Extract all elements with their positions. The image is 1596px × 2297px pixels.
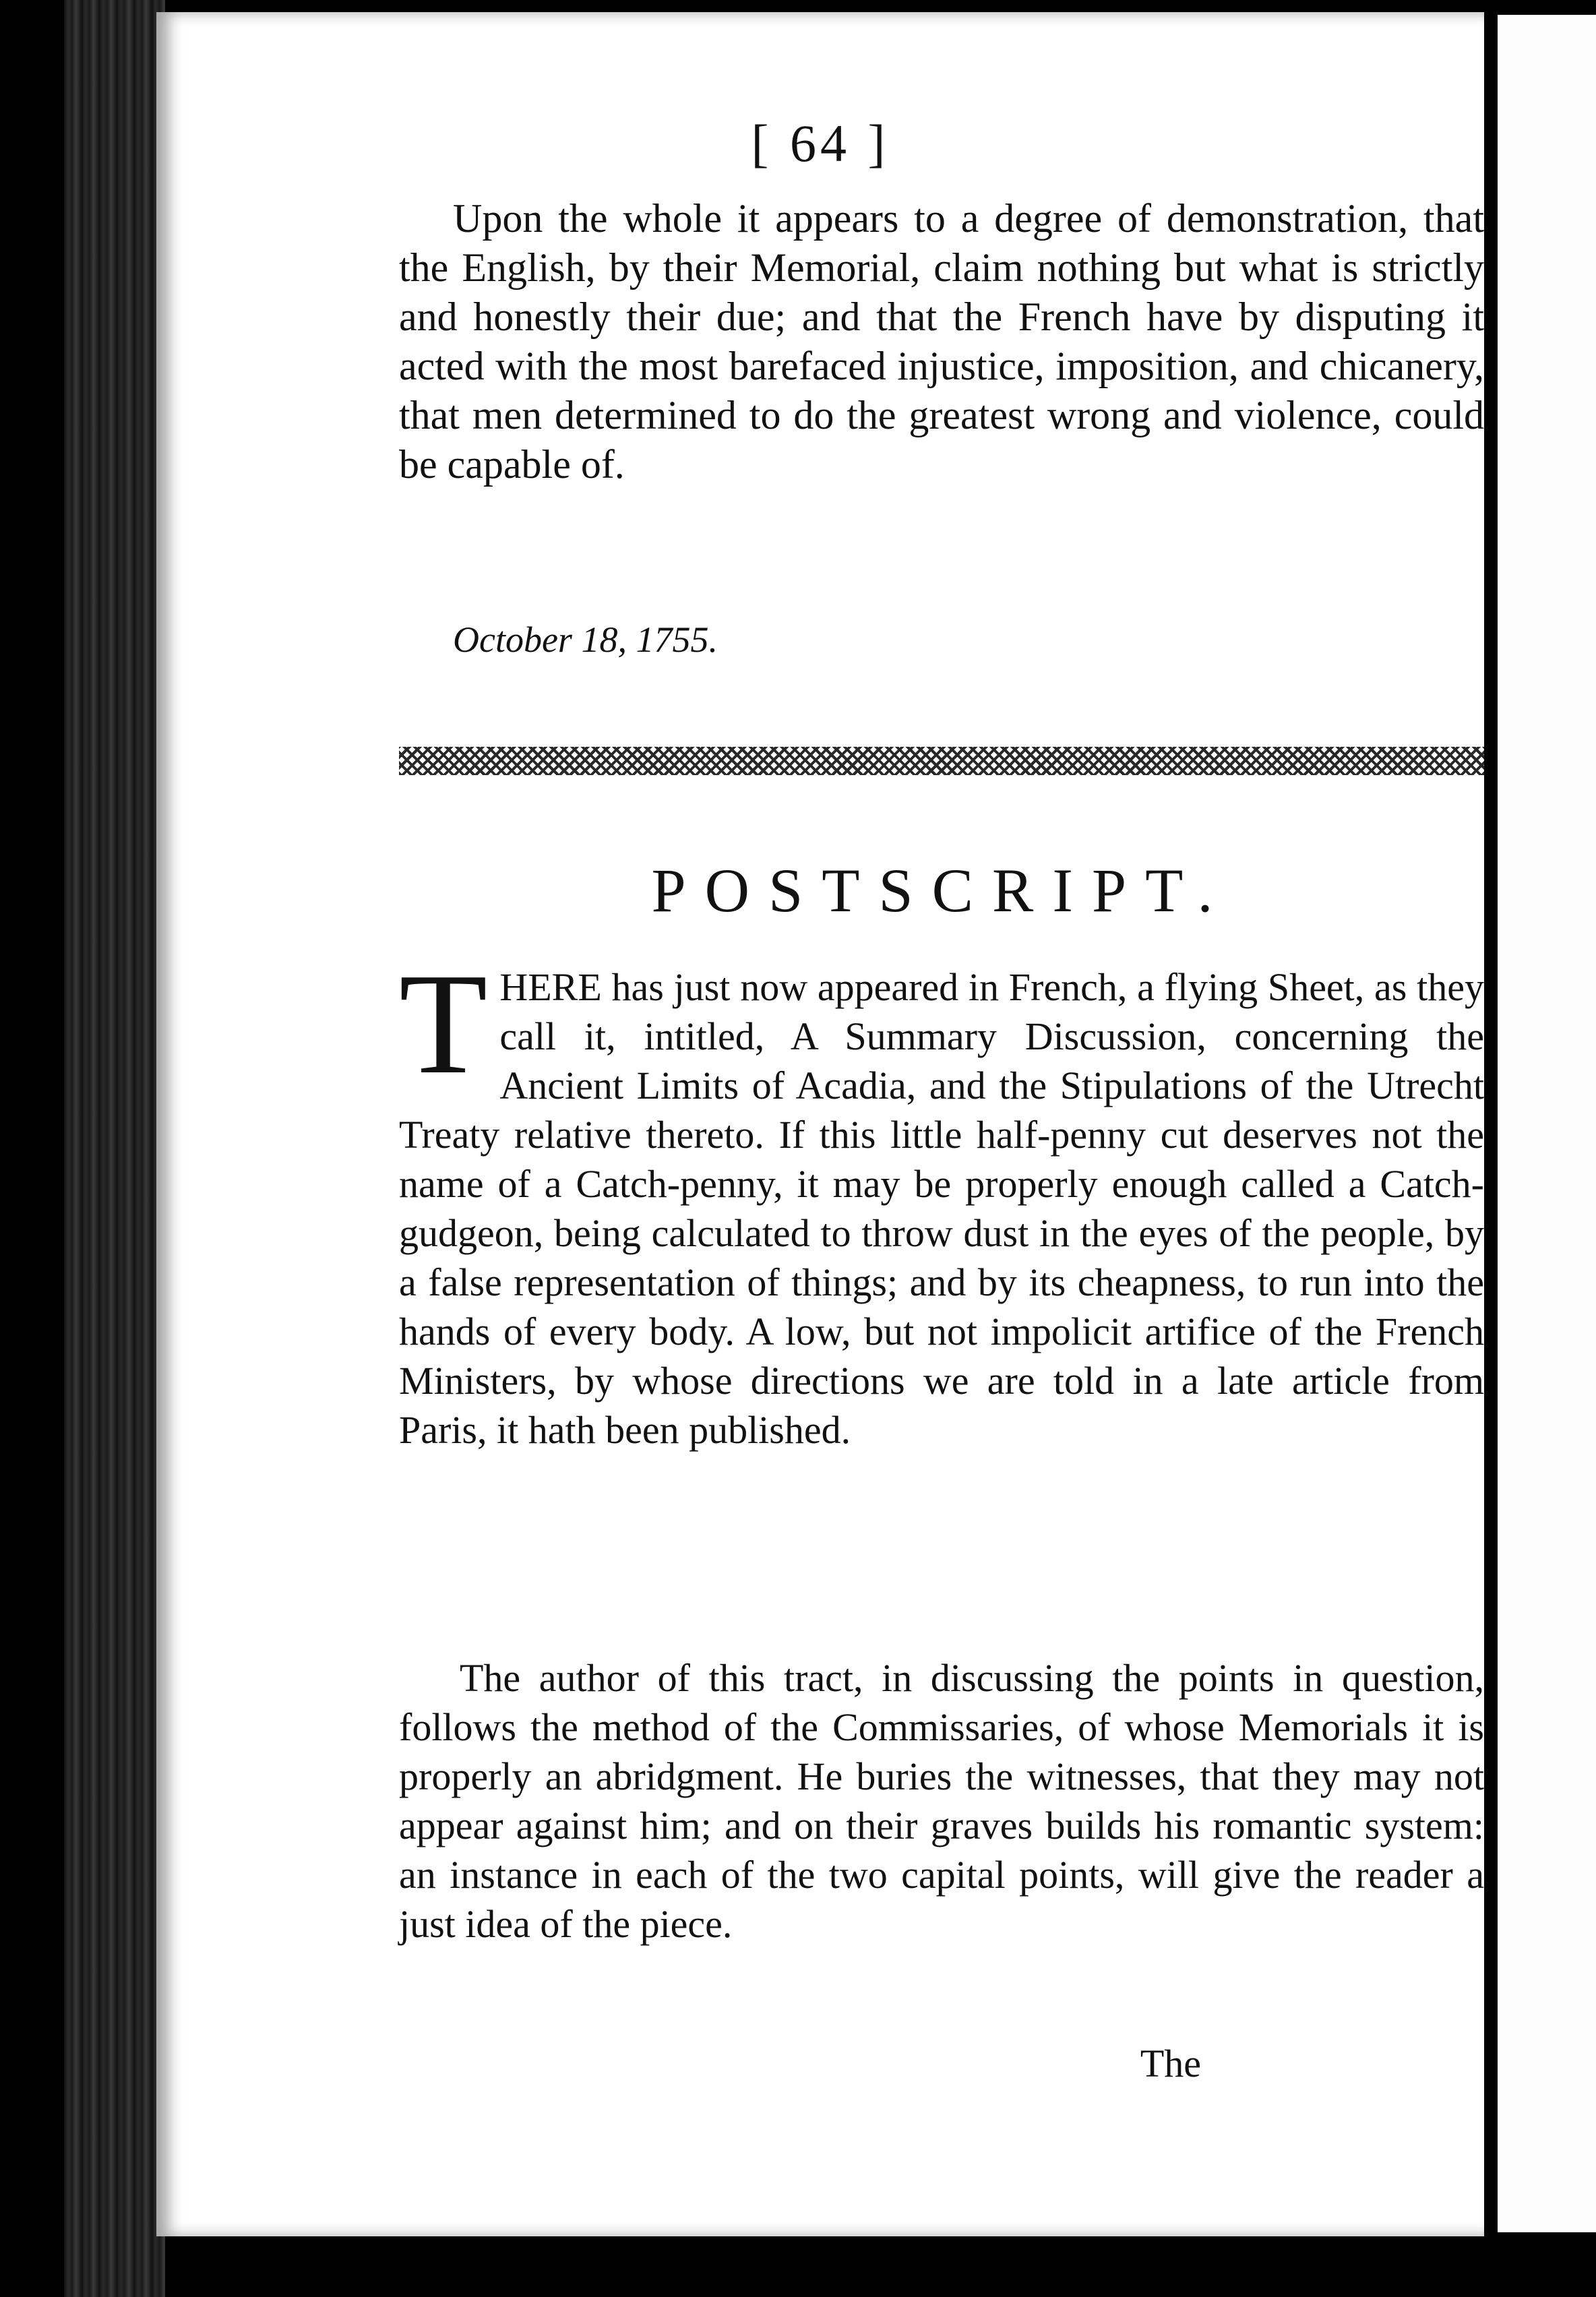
postscript-body-text: HERE has just now appeared in French, a flying Sheet, as they call it, intitled, A Summary Discussion, concerning the Ancient Limits of Acadia, and the Stipulations of the Utrecht Treaty relative thereto. If this little half-penny cut deserves not the name of a Catch-penny, it may be properly enough called a Catch-gudgeon, being calculated to throw dust in the eyes of the people, by a false representation of things; and by its cheapness, to run into the hands of every body. A low, but not impolicit artifice of the French Ministers, by whose directions we are told in a late article from Paris, it hath been published.: [399, 965, 1484, 1452]
intro-paragraph: Upon the whole it appears to a degree of demonstration, that the English, by their Memorial, claim nothing but what is strictly and honestly their due; and that the French have by disputing it acted with the most barefaced injustice, imposition, and chicanery, that men determined to do the greatest wrong and violence, could be capable of.: [399, 196, 1484, 487]
catchword: The: [1140, 2042, 1201, 2085]
drop-cap: T: [399, 943, 488, 1104]
second-paragraph: The author of this tract, in discussing the points in question, follows the method of the Commissaries, of whose Memorials it is properly an abridgment. He buries the witnesses, that they may not appear against him; and on their graves builds his romantic system: an instance in each of the two capital points, will give the reader a just idea of the piece.: [399, 1656, 1484, 1946]
date-line: October 18, 1755.: [453, 619, 718, 660]
book-binding: [64, 0, 165, 2297]
ornamental-divider: [399, 747, 1484, 775]
postscript-heading: POSTSCRIPT.: [651, 856, 1232, 925]
book-page: [156, 12, 1484, 2236]
postscript-paragraph: [399, 943, 1484, 1454]
page-number: [ 64 ]: [751, 114, 890, 173]
facing-page-edge: [1498, 15, 1596, 2232]
